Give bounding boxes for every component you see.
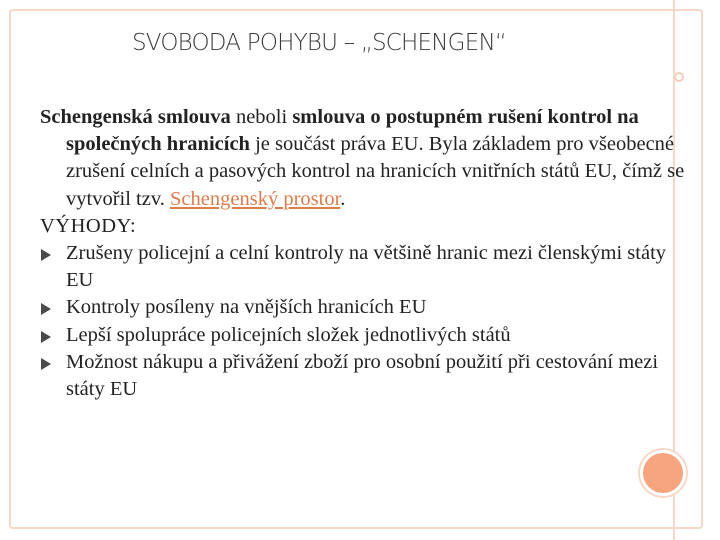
list-item-text: Zrušeny policejní a celní kontroly na většině hranic mezi členskými státy EU	[66, 242, 667, 292]
list-item	[40, 322, 685, 349]
intro-bold-term: Schengenská smlouva	[40, 106, 231, 128]
slide-content	[40, 104, 685, 403]
intro-text: je součást práva EU. Byla základem pro všeobecné zrušení celních a pasových kontrol na hranicích vnitřních států EU, čímž se vytvořil tzv.	[66, 133, 685, 210]
intro-paragraph	[40, 104, 685, 213]
slide-title: SVOBODA POHYBU – „SCHENGEN“	[132, 30, 506, 56]
intro-bold-term-full: smlouva o postupném rušení kontrol na společných hranicích	[66, 106, 639, 156]
list-item	[40, 349, 685, 403]
arrow-bullet-icon	[41, 358, 51, 370]
list-item-text: Lepší spolupráce policejních složek jednotlivých států	[66, 323, 511, 346]
arrow-bullet-icon	[41, 303, 51, 315]
arrow-bullet-icon	[41, 331, 51, 343]
arrow-bullet-icon	[41, 249, 51, 261]
advantages-list	[40, 240, 685, 403]
list-item	[40, 240, 685, 294]
schengen-area-link[interactable]: Schengenský prostor	[170, 187, 341, 210]
intro-text-end: .	[340, 187, 346, 210]
advantages-heading: VÝHODY:	[40, 214, 137, 237]
list-item-text: Možnost nákupu a přivážení zboží pro osobní použití při cestování mezi státy EU	[66, 350, 659, 401]
intro-text: neboli	[230, 106, 293, 128]
list-item-text: Kontroly posíleny na vnějších hranicích EU	[66, 296, 427, 319]
decorative-small-circle	[674, 72, 684, 82]
list-item	[40, 294, 685, 321]
decorative-large-circle	[640, 450, 686, 496]
